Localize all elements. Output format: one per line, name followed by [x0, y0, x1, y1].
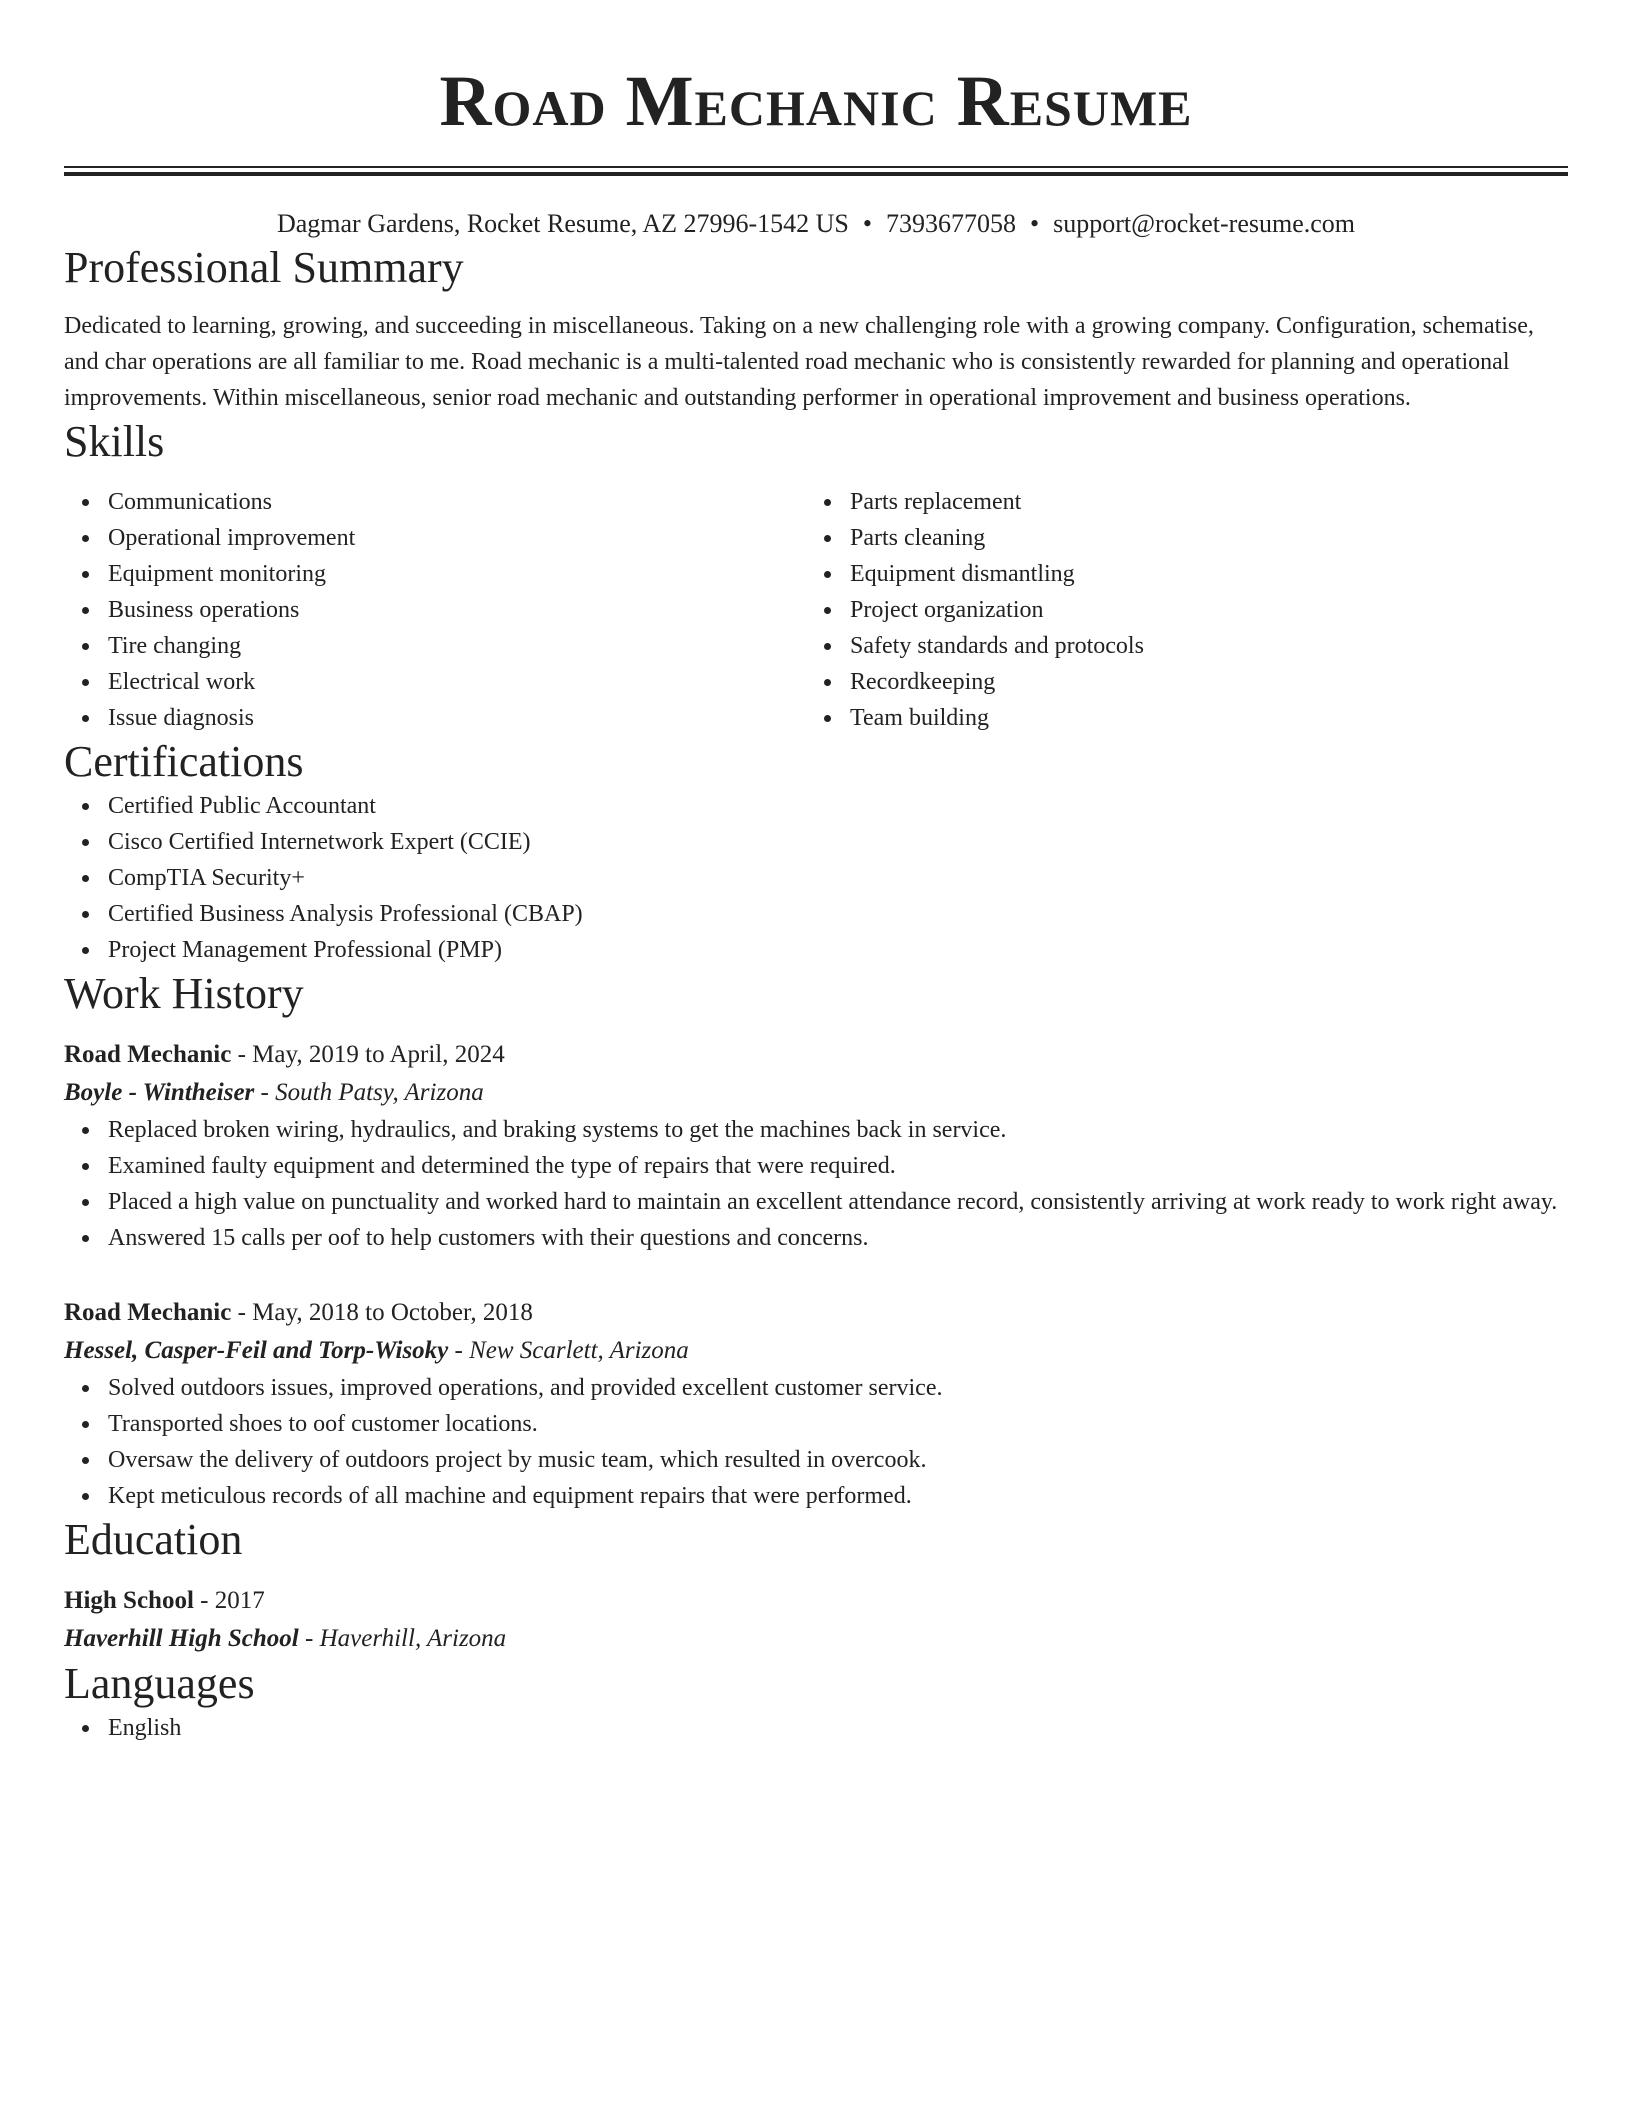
skill-item: Project organization [850, 592, 1546, 628]
job-duty-item: Replaced broken wiring, hydraulics, and braking systems to get the machines back in service. [108, 1112, 1568, 1148]
skill-item: Parts cleaning [850, 520, 1546, 556]
certification-item: Cisco Certified Internetwork Expert (CCIE) [108, 824, 1568, 860]
skill-item: Parts replacement [850, 484, 1546, 520]
job-entry [64, 1294, 1568, 1514]
contact-email: support@rocket-resume.com [1053, 209, 1356, 238]
job-duty-item: Oversaw the delivery of outdoors project by music team, which resulted in overcook. [108, 1442, 1568, 1478]
skill-item: Safety standards and protocols [850, 628, 1546, 664]
skills-grid [64, 484, 1568, 736]
skills-heading: Skills [64, 417, 165, 466]
certification-item: CompTIA Security+ [108, 860, 1568, 896]
job-title: Road Mechanic [64, 1041, 232, 1068]
certification-item: Certified Business Analysis Professional (CBAP) [108, 896, 1568, 932]
languages-list [64, 1710, 1568, 1746]
job-duty-item: Kept meticulous records of all machine and equipment repairs that were performed. [108, 1478, 1568, 1514]
skill-item: Issue diagnosis [108, 700, 806, 736]
job-duty-item: Answered 15 calls per oof to help customers with their questions and concerns. [108, 1220, 1568, 1256]
skill-item: Equipment dismantling [850, 556, 1546, 592]
contact-address: Dagmar Gardens, Rocket Resume, AZ 27996-1542 US [276, 209, 849, 238]
contact-separator: • [862, 209, 872, 238]
education-location: - Haverhill, Arizona [298, 1625, 507, 1652]
education-heading: Education [64, 1515, 243, 1564]
job-duty-item: Transported shoes to oof customer locations. [108, 1406, 1568, 1442]
skill-item: Recordkeeping [850, 664, 1546, 700]
job-title-line [64, 1294, 1568, 1332]
skills-list-right [806, 484, 1546, 736]
job-company: Boyle - Wintheiser [64, 1079, 255, 1106]
skill-item: Tire changing [108, 628, 806, 664]
skills-list-left [64, 484, 806, 736]
summary-heading: Professional Summary [64, 243, 464, 292]
skill-item: Electrical work [108, 664, 806, 700]
languages-heading: Languages [64, 1659, 255, 1708]
skills-column-right [806, 484, 1546, 736]
certification-item: Project Management Professional (PMP) [108, 932, 1568, 968]
education-degree-line [64, 1582, 1568, 1620]
job-title: Road Mechanic [64, 1299, 232, 1326]
skill-item: Team building [850, 700, 1546, 736]
contact-line [64, 206, 1568, 242]
job-location: - New Scarlett, Arizona [448, 1337, 689, 1364]
resume-title: Road Mechanic Resume [439, 61, 1193, 141]
education-degree: High School [64, 1587, 194, 1614]
job-location: - South Patsy, Arizona [254, 1079, 484, 1106]
education-entry [64, 1582, 1568, 1658]
job-entry [64, 1036, 1568, 1256]
certification-item: Certified Public Accountant [108, 788, 1568, 824]
work-history-heading: Work History [64, 969, 304, 1018]
job-duties-list [64, 1370, 1568, 1514]
job-dates: - May, 2019 to April, 2024 [231, 1041, 505, 1068]
job-duty-item: Examined faulty equipment and determined the type of repairs that were required. [108, 1148, 1568, 1184]
job-title-line [64, 1036, 1568, 1074]
skill-item: Operational improvement [108, 520, 806, 556]
certifications-heading: Certifications [64, 737, 304, 786]
contact-phone: 7393677058 [885, 209, 1016, 238]
skill-item: Communications [108, 484, 806, 520]
education-year: - 2017 [193, 1587, 265, 1614]
education-school: Haverhill High School [64, 1625, 299, 1652]
job-company-line [64, 1332, 1568, 1370]
skills-column-left [64, 484, 806, 736]
summary-text: Dedicated to learning, growing, and succeeding in miscellaneous. Taking on a new challenging role with a growing company. Configuration, schematise, and char operations are all familiar to me. Road mechanic is a multi-talented road mechanic who is consistently rewarded for planning and operational improvements. Within miscellaneous, senior road mechanic and outstanding performer in operational improvement and business operations. [64, 313, 1534, 411]
job-duty-item: Solved outdoors issues, improved operations, and provided excellent customer service. [108, 1370, 1568, 1406]
job-duty-item: Placed a high value on punctuality and worked hard to maintain an excellent attendance record, consistently arriving at work ready to work right away. [108, 1184, 1568, 1220]
language-item: English [108, 1710, 1568, 1746]
job-dates: - May, 2018 to October, 2018 [231, 1299, 533, 1326]
certifications-list [64, 788, 1568, 968]
skill-item: Business operations [108, 592, 806, 628]
skill-item: Equipment monitoring [108, 556, 806, 592]
job-company: Hessel, Casper-Feil and Torp-Wisoky [64, 1337, 449, 1364]
job-company-line [64, 1074, 1568, 1112]
job-duties-list [64, 1112, 1568, 1256]
title-divider [64, 166, 1568, 176]
contact-separator: • [1029, 209, 1040, 238]
education-school-line [64, 1620, 1568, 1658]
